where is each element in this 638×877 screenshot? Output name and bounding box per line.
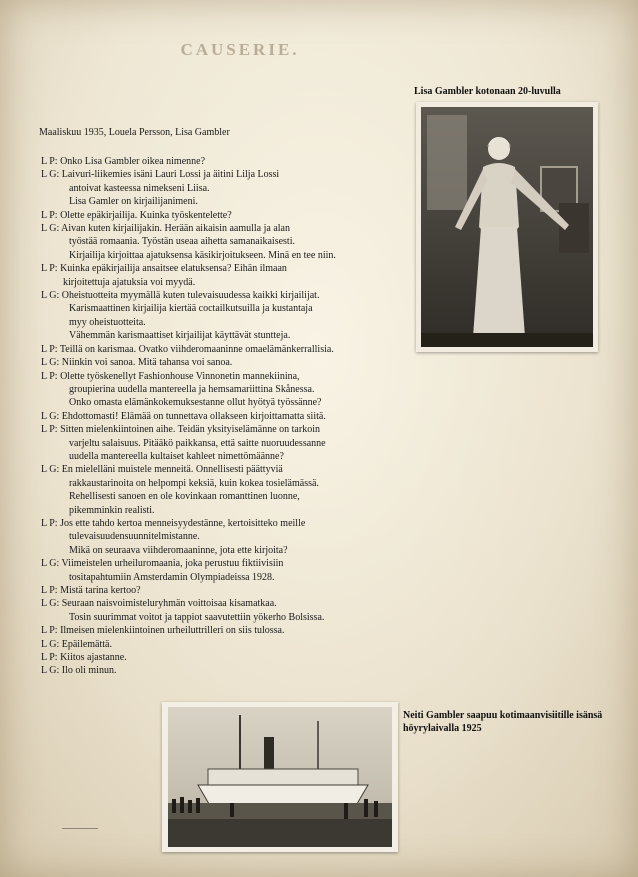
steamship-photo [162, 702, 398, 852]
dialogue-line: tositapahtumiin Amsterdamin Olympiadeissa 1928. [69, 571, 275, 583]
dialogue-line: pikemminkin realisti. [69, 504, 155, 516]
dialogue-line: tulevaisuudensuunnitelmistanne. [69, 531, 200, 543]
dialogue-line: L G: Aivan kuten kirjailijakin. Herään aikaisin aamulla ja alan [41, 223, 290, 235]
dialogue-line: työstää romaania. Työstän useaa aihetta samanaikaisesti. [69, 236, 295, 248]
dialogue-line: L P: Kiitos ajastanne. [41, 652, 127, 664]
dialogue-line: L G: Seuraan naisvoimisteluryhmän voittoisaa kisamatkaa. [41, 598, 277, 610]
portrait-photo [416, 102, 598, 352]
dialogue-line: L G: Oheistuotteita myymällä kuten tulevaisuudessa kaikki kirjailijat. [41, 290, 320, 302]
dialogue-line: Tosin suurimmat voitot ja tappiot saavutettiin yökerho Bolsissa. [69, 611, 325, 623]
dialogue-line: antoivat kasteessa nimekseni Liisa. [69, 182, 210, 194]
dialogue-line: L P: Teillä on karismaa. Ovatko viihderomaaninne omaelämänkerrallisia. [41, 343, 334, 355]
dialogue-line: L P: Onko Lisa Gambler oikea nimenne? [41, 156, 206, 167]
dialogue-line: L P: Olette työskenellyt Fashionhouse Vinnonetin mannekiinina, [41, 370, 300, 382]
dialogue-line: Rehellisesti sanoen en ole kovinkaan romanttinen luonne, [69, 491, 300, 503]
dialogue-line: Mikä on seuraava viihderomaaninne, jota ette kirjoita? [69, 544, 288, 556]
dialogue-line: varjeltu salaisuus. Pitääkö paikkansa, että saitte nuoruudessanne [69, 437, 326, 449]
interview-dialogue [41, 155, 426, 678]
dialogue-line: Kirjailija kirjoittaa ajatuksensa käsikirjoitukseen. Minä en tee niin. [69, 249, 336, 261]
dialogue-line: myy oheistuotteita. [69, 316, 146, 328]
dialogue-line: L G: Laivuri-liikemies isäni Lauri Lossi ja äitini Lilja Lossi [41, 169, 280, 181]
dialogue-line: groupierina uudella mantereella ja hemsamariittina Skånessa. [69, 383, 315, 395]
dialogue-line: L P: Sitten mielenkiintoinen aihe. Teidän yksityiselämänne on tarkoin [41, 424, 320, 436]
dialogue-line: Onko omasta elämänkokemuksestanne ollut hyötyä työssänne? [69, 397, 322, 409]
dialogue-line: L G: Niinkin voi sanoa. Mitä tahansa voi sanoa. [41, 357, 233, 369]
pencil-mark [62, 828, 98, 829]
steamship-photo-image [168, 707, 392, 847]
dialogue-line: L P: Mistä tarina kertoo? [41, 585, 141, 596]
dialogue-line: rakkaustarinoita on helpompi keksiä, kuin kokea tosielämässä. [69, 477, 319, 489]
dialogue-line: L P: Ilmeisen mielenkiintoinen urheiluttrilleri on siis tulossa. [41, 625, 285, 637]
top-photo-caption: Lisa Gambler kotonaan 20-luvulla [414, 86, 561, 97]
dialogue-line: Karismaattinen kirjailija kiertää coctailkutsuilla ja kustantaja [69, 303, 313, 315]
portrait-photo-image [421, 107, 593, 347]
interview-intro-line: Maaliskuu 1935, Louela Persson, Lisa Gambler [39, 127, 230, 138]
dialogue-line: L P: Olette epäkirjailija. Kuinka työskentelette? [41, 209, 232, 221]
dialogue-line: L G: En mielelläni muistele menneitä. Onnellisesti päättyviä [41, 464, 283, 476]
dialogue-line: L G: Viimeistelen urheiluromaania, joka perustuu fiktiivisiin [41, 558, 284, 570]
dialogue-line: L G: Ehdottomasti! Elämää on tunnettava ollakseen kirjoittamatta siitä. [41, 410, 326, 422]
bottom-photo-caption: Neiti Gambler saapuu kotimaanvisiitille isänsä höyrylaivalla 1925 [403, 710, 603, 734]
dialogue-line: L P: Jos ette tahdo kertoa menneisyydestänne, kertoisitteko meille [41, 517, 306, 529]
dialogue-line: Lisa Gamler on kirjailijanimeni. [69, 196, 198, 208]
dialogue-line: Vähemmän karismaattiset kirjailijat käyttävät stuntteja. [69, 330, 291, 342]
faded-column-heading: CAUSERIE. [180, 40, 300, 59]
dialogue-line: L P: Kuinka epäkirjailija ansaitsee elatuksensa? Eihän ilmaan [41, 263, 287, 275]
dialogue-line: L G: Epäilemättä. [41, 638, 112, 650]
dialogue-line: kirjoitettuja ajatuksia voi myydä. [63, 276, 196, 288]
dialogue-line: uudella mantereella kultaiset kahleet nimettömäänne? [69, 450, 284, 462]
dialogue-line: L G: Ilo oli minun. [41, 665, 117, 677]
